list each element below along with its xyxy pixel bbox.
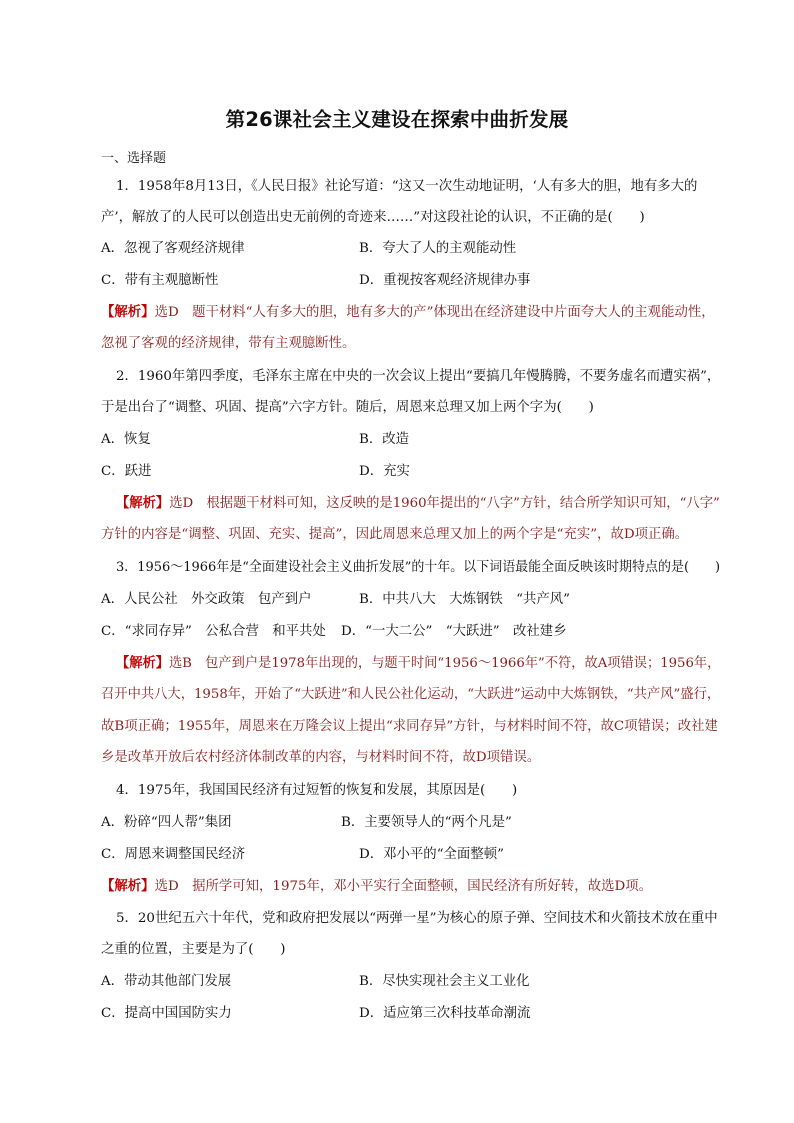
question-5-option-b: B．尽快实现社会主义工业化 bbox=[359, 974, 530, 989]
question-3-option-a: A．人民公社 外交政策 包产到户 bbox=[101, 592, 312, 607]
analysis-tag: 【解析】 bbox=[116, 495, 170, 511]
question-1-option-c: C．带有主观臆断性 bbox=[101, 273, 219, 288]
analysis-tag: 【解析】 bbox=[101, 304, 155, 320]
question-4-analysis-line-1 bbox=[101, 880, 652, 893]
page-title: 第26课社会主义建设在探索中曲折发展 bbox=[225, 108, 569, 131]
question-1-option-b: B．夸大了人的主观能动性 bbox=[359, 241, 517, 256]
question-4-option-a: A．粉碎“四人帮”集团 bbox=[101, 815, 232, 830]
question-5-option-c: C．提高中国国防实力 bbox=[101, 1006, 232, 1021]
question-2-analysis-line-1 bbox=[116, 497, 720, 510]
question-4-option-b: B．主要领导人的“两个凡是” bbox=[341, 815, 512, 830]
question-3-analysis-line-1 bbox=[116, 657, 720, 670]
question-3-option-d: D．“一大二公” “大跃进” 改社建乡 bbox=[341, 624, 567, 639]
analysis-tag: 【解析】 bbox=[116, 655, 169, 671]
question-5-stem-line-1: 5．20世纪五六十年代，党和政府把发展以“两弹一星”为核心的原子弹、空间技术和火箭技术放在重中 bbox=[116, 911, 718, 926]
question-1-analysis-line-2: 忽视了客观的经济规律，带有主观臆断性。 bbox=[101, 336, 356, 351]
question-3-analysis-line-2: 召开中共八大，1958年，开始了“大跃进”和人民公社化运动，“大跃进”运动中大炼钢铁，“共产风”盛行， bbox=[101, 687, 721, 702]
question-2-option-c: C．跃进 bbox=[101, 464, 152, 479]
question-1-stem-line-1: 1．1958年8月13日，《人民日报》社论写道：“这又一次生动地证明，‘人有多大的胆，地有多大的 bbox=[116, 179, 698, 194]
question-4-option-d: D．邓小平的“全面整顿” bbox=[359, 847, 504, 862]
question-1-option-a: A．忽视了客观经济规律 bbox=[101, 241, 245, 256]
analysis-text: 选D 根据题干材料可知，这反映的是1960年提出的“八字”方针，结合所学知识可知，“八字” bbox=[169, 496, 720, 511]
question-4-option-c: C．周恩来调整国民经济 bbox=[101, 847, 246, 862]
question-1-option-d: D．重视按客观经济规律办事 bbox=[359, 273, 531, 288]
analysis-tag: 【解析】 bbox=[101, 878, 155, 894]
question-2-option-a: A．恢复 bbox=[101, 432, 151, 447]
question-1-analysis-line-1 bbox=[101, 306, 715, 319]
question-2-option-d: D．充实 bbox=[359, 464, 410, 479]
question-2-stem-line-1: 2．1960年第四季度，毛泽东主席在中央的一次会议上提出“要搞几年慢腾腾，不要务虚名而遭实祸”， bbox=[116, 369, 721, 384]
analysis-text: 选D 题干材料“人有多大的胆，地有多大的产”体现出在经济建设中片面夸大人的主观能动性， bbox=[154, 305, 715, 320]
analysis-text: 选D 据所学可知，1975年，邓小平实行全面整顿，国民经济有所好转，故选D项。 bbox=[154, 879, 653, 894]
question-5-option-d: D．适应第三次科技革命潮流 bbox=[359, 1006, 531, 1021]
question-5-stem-line-2: 之重的位置，主要是为了( ) bbox=[101, 942, 286, 957]
question-2-analysis-line-2: 方针的内容是“调整、巩固、充实、提高”，因此周恩来总理又加上的两个字是“充实”，故D项正确。 bbox=[101, 527, 689, 542]
question-3-option-c: C．“求同存异” 公私合营 和平共处 bbox=[101, 624, 326, 639]
question-2-option-b: B．改造 bbox=[359, 432, 410, 447]
question-3-stem-line-1: 3．1956～1966年是“全面建设社会主义曲折发展”的十年。以下词语最能全面反映该时期特点的是( ) bbox=[116, 560, 721, 575]
analysis-text: 选B 包产到户是1978年出现的，与题干时间“1956～1966年”不符，故A项错误；1956年， bbox=[168, 656, 721, 671]
question-1-stem-line-2: 产’，解放了的人民可以创造出史无前例的奇迹来……”对这段社论的认识，不正确的是( ) bbox=[101, 210, 645, 225]
question-5-option-a: A．带动其他部门发展 bbox=[101, 974, 232, 989]
question-2-stem-line-2: 于是出台了“调整、巩固、提高”六字方针。随后，周恩来总理又加上两个字为( ) bbox=[101, 400, 594, 415]
question-3-analysis-line-4: 乡是改革开放后农村经济体制改革的内容，与材料时间不符，故D项错误。 bbox=[101, 750, 541, 765]
question-3-analysis-line-3: 故B项正确；1955年，周恩来在万隆会议上提出“求同存异”方针，与材料时间不符，故C项错误；改社建 bbox=[101, 719, 718, 734]
question-4-stem-line-1: 4．1975年，我国国民经济有过短暂的恢复和发展，其原因是( ) bbox=[116, 783, 518, 798]
question-3-option-b: B．中共八大 大炼钢铁 “共产风” bbox=[359, 592, 570, 607]
section-heading: 一、选择题 bbox=[101, 151, 167, 166]
